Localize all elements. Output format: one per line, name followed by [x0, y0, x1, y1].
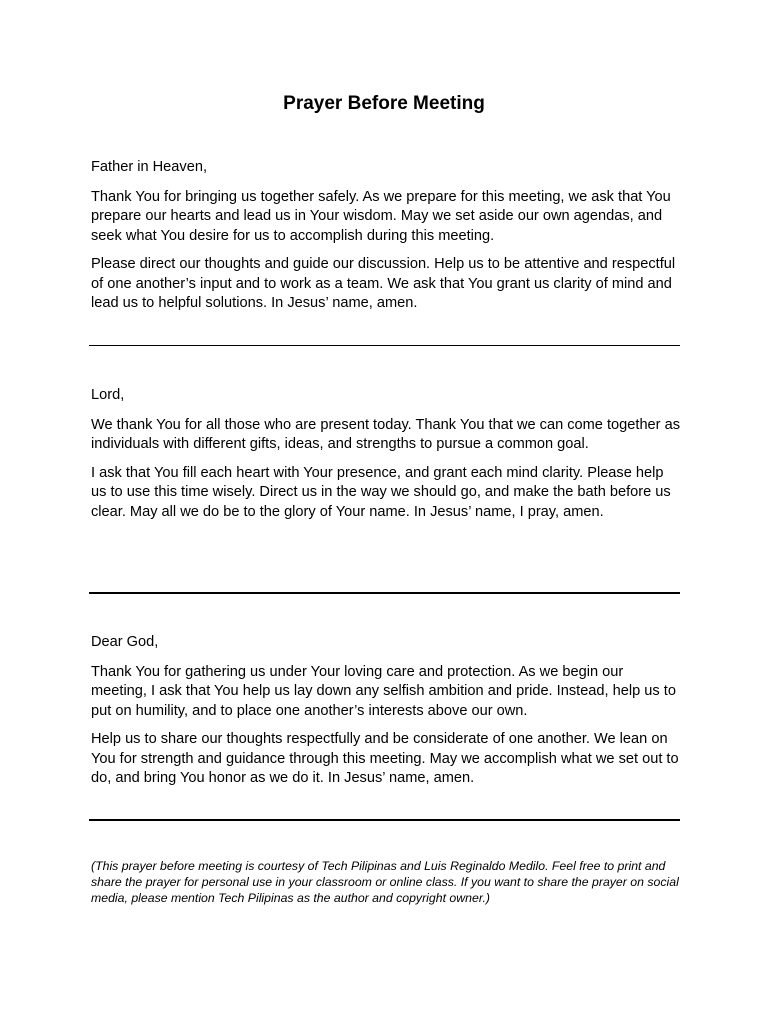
prayer-section-2 [91, 386, 681, 531]
prayer-paragraph: We thank You for all those who are present today. Thank You that we can come together as individuals with different gifts, ideas, and strengths to pursue a common goal. [91, 416, 680, 452]
section-divider [89, 592, 680, 594]
prayer-salutation: Father in Heaven, [91, 159, 208, 175]
prayer-paragraph: Thank You for bringing us together safely. As we prepare for this meeting, we ask that You prepare our hearts and lead us in Your wisdom. May we set aside our own agendas, and seek what You desire for us to accomplish during this meeting. [91, 188, 671, 244]
prayer-paragraph: Thank You for gathering us under Your loving care and protection. As we begin our meeting, I ask that You help us lay down any selfish ambition and pride. Instead, help us to put on humility, and to place one another’s interests above our own. [91, 663, 676, 719]
section-divider [89, 345, 680, 346]
page-title: Prayer Before Meeting [283, 93, 485, 114]
prayer-section-1 [91, 158, 681, 323]
section-divider [89, 819, 680, 821]
prayer-salutation: Dear God, [91, 634, 159, 650]
prayer-section-3 [91, 633, 681, 798]
prayer-paragraph: Please direct our thoughts and guide our discussion. Help us to be attentive and respectful of one another’s input and to work as a team. We ask that You grant us clarity of mind and lead us to helpful solutions. In Jesus’ name, amen. [91, 256, 676, 311]
prayer-paragraph: Help us to share our thoughts respectfully and be considerate of one another. We lean on You for strength and guidance through this meeting. May we accomplish what we set out to do, and bring You honor as we do it. In Jesus’ name, amen. [91, 731, 679, 786]
footnote: (This prayer before meeting is courtesy of Tech Pilipinas and Luis Reginaldo Medilo. Feel free to print and share the prayer for personal use in your classroom or online class. If you want to share the prayer on social media, please mention Tech Pilipinas as the author and copyright owner.) [91, 859, 679, 905]
prayer-paragraph: I ask that You fill each heart with Your presence, and grant each mind clarity. Please help us to use this time wisely. Direct us in the way we should go, and make the bath before us clear. May all we do be to the glory of Your name. In Jesus’ name, I pray, amen. [91, 464, 671, 520]
prayer-salutation: Lord, [91, 387, 125, 403]
